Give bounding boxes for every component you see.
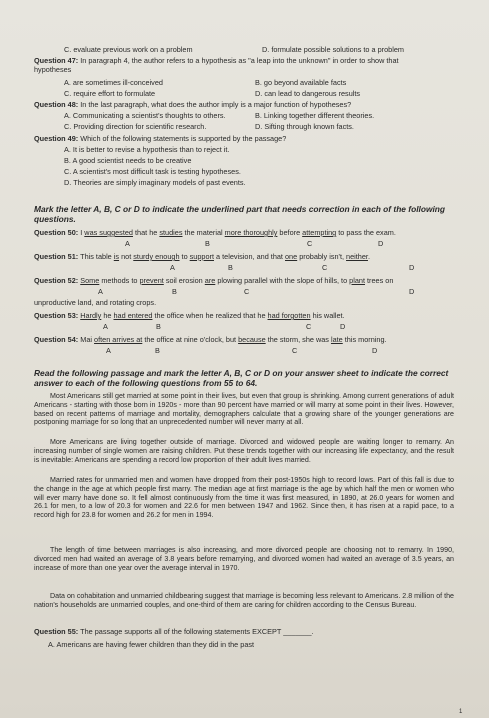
question-text: In the last paragraph, what does the author imply is a major function of hypotheses? <box>80 100 352 109</box>
answer-blank: _______. <box>283 627 314 636</box>
question-label: Question 53: <box>34 311 79 320</box>
underlined-e: neither <box>346 252 368 261</box>
question-54: Question 54: Mai often arrives at the office at nine o'clock, but because the storm, she was late this morning. <box>34 335 387 344</box>
underlined-d: plant <box>349 276 365 285</box>
letter-b: B <box>155 346 160 355</box>
page-number: 1 <box>459 709 463 715</box>
option-d: D. Sifting through known facts. <box>255 122 354 131</box>
letter-d: D <box>409 263 415 272</box>
letter-c: C <box>322 263 328 272</box>
letter-d: D <box>340 322 346 331</box>
question-52: Question 52: Some methods to prevent soil erosion are plowing parallel with the slope of hills, to plant trees on <box>34 276 394 285</box>
question-label: Question 54: <box>34 335 79 344</box>
question-text: In paragraph 4, the author refers to a hypothesis as "a leap into the unknown" in order to show that <box>80 56 399 65</box>
underlined-b: studies <box>159 228 183 237</box>
letter-a: A <box>125 239 130 248</box>
option-c: C. A scientist's most difficult task is testing hypotheses. <box>64 167 241 176</box>
underlined-c: had forgotten <box>267 311 311 320</box>
question-text-cont: hypotheses <box>34 65 72 74</box>
option-a: A. It is better to revise a hypothesis than to reject it. <box>64 145 230 154</box>
question-51: Question 51: This table is not sturdy enough to support a television, and that one probably isn't, neither. <box>34 252 370 261</box>
underlined-a: Some <box>80 276 100 285</box>
option-d: D. formulate possible solutions to a problem <box>262 45 404 54</box>
question-48 <box>34 100 351 109</box>
passage-paragraph-5: Data on cohabitation and unmarried childbearing suggest that marriage is becoming less relevant to Americans. 2.8 million of the nation's households are unmarried couples, and one-third of them are caring for children according to the Census Bureau. <box>34 592 454 609</box>
underlined-b: sturdy enough <box>133 252 180 261</box>
option-b: B. go beyond available facts <box>255 78 347 87</box>
letter-b: B <box>205 239 210 248</box>
letter-c: C <box>292 346 298 355</box>
letter-c: C <box>306 322 312 331</box>
option-a: A. are sometimes ill-conceived <box>64 78 163 87</box>
option-a: A. Communicating a scientist's thoughts to others. <box>64 111 226 120</box>
question-label: Question 52: <box>34 276 79 285</box>
passage-paragraph-3: Married rates for unmarried men and women have dropped from their post-1950s high to record lows. Part of this fall is due to the change in the age at which people first marry. The median age at first marriage is the age by which half the men or women who will ever marry have done so. It fell almost continuously from the time it was first measured, in 1890, at 26.0 years for women and 26.1 for men, to a low of 20.3 for women and 22.6 for men between 1947 and 1962. Since then, it has risen at a rapid pace, to a record high for 23.8 for women and 26.2 for men in 1994. <box>34 476 454 520</box>
question-50: Question 50: I was suggested that he studies the material more thoroughly before attempting to pass the exam. <box>34 228 396 237</box>
question-text: Which of the following statements is supported by the passage? <box>80 134 287 143</box>
letter-b: B <box>172 287 177 296</box>
option-c: C. Providing direction for scientific research. <box>64 122 207 131</box>
letter-c: C <box>307 239 313 248</box>
underlined-d: one <box>285 252 298 261</box>
passage-paragraph-1: Most Americans still get married at some point in their lives, but even that group is shrinking. Among current generations of adult Americans - starting with those born in 1920s - more than 90 percent have married or will marry at some point in their lives. However, based on recent patterns of marriage and mortality, demographers calculate that a growing share of the younger generations are postponing marriage for so long that an unprecedented number will never marry at all. <box>34 392 454 427</box>
underlined-a: often arrives at <box>94 335 143 344</box>
question-text-cont: unproductive land, and rotating crops. <box>34 298 157 307</box>
letter-d: D <box>372 346 378 355</box>
question-label: Question 51: <box>34 252 79 261</box>
question-55 <box>34 627 314 636</box>
underlined-d: late <box>330 335 343 344</box>
instruction-correction-cont: questions. <box>34 214 76 224</box>
letter-a: A <box>103 322 108 331</box>
instruction-correction: Mark the letter A, B, C or D to indicate the underlined part that needs correction in each of the following <box>34 204 446 214</box>
underlined-b: had entered <box>113 311 153 320</box>
question-label: Question 47: <box>34 56 79 65</box>
underlined-a: Hardly <box>80 311 102 320</box>
option-b: B. A good scientist needs to be creative <box>64 156 192 165</box>
underlined-c: because <box>238 335 266 344</box>
option-c: C. require effort to formulate <box>64 89 156 98</box>
option-c: C. evaluate previous work on a problem <box>64 45 193 54</box>
letter-a: A <box>170 263 175 272</box>
question-text: The passage supports all of the following statements EXCEPT <box>80 627 282 636</box>
question-label: Question 50: <box>34 228 79 237</box>
question-label: Question 48: <box>34 100 79 109</box>
instruction-reading-cont: answer to each of the following questions from 55 to 64. <box>34 378 258 388</box>
letter-b: B <box>228 263 233 272</box>
underlined-c: support <box>189 252 214 261</box>
option-b: B. Linking together different theories. <box>255 111 375 120</box>
option-d: D. can lead to dangerous results <box>255 89 361 98</box>
question-53: Question 53: Hardly he had entered the office when he realized that he had forgotten his wallet. <box>34 311 345 320</box>
letter-c: C <box>244 287 250 296</box>
underlined-c: are <box>204 276 216 285</box>
letter-b: B <box>156 322 161 331</box>
passage-paragraph-2: More Americans are living together outside of marriage. Divorced and widowed people are waiting longer to remarry. An increasing number of single women are raising children. Put these trends together with our increasing life expectancy, and the result is inevitable: Americans are spending a record low proportion of their adult lives married. <box>34 438 454 464</box>
underlined-a: was suggested <box>84 228 133 237</box>
question-label: Question 55: <box>34 627 79 636</box>
question-label: Question 49: <box>34 134 79 143</box>
letter-a: A <box>106 346 111 355</box>
letter-d: D <box>409 287 415 296</box>
passage-paragraph-4: The length of time between marriages is also increasing, and more divorced people are choosing not to remarry. In 1990, divorced men had waited an average of 3.8 years before remarrying, and divorced women had waited an average of 3.5 years, an increase of more than one year over the average interval in 1970. <box>34 546 454 572</box>
question-47 <box>34 56 399 65</box>
question-49 <box>34 134 286 143</box>
option-a: A. Americans are having fewer children than they did in the past <box>48 640 255 649</box>
letter-a: A <box>98 287 103 296</box>
underlined-c: more thoroughly <box>224 228 278 237</box>
underlined-d: attempting <box>302 228 337 237</box>
letter-d: D <box>378 239 384 248</box>
underlined-b: prevent <box>139 276 164 285</box>
instruction-reading: Read the following passage and mark the letter A, B, C or D on your answer sheet to indicate the correct <box>34 368 449 378</box>
underlined-a: is <box>113 252 120 261</box>
option-d: D. Theories are simply imaginary models of past events. <box>64 178 246 187</box>
